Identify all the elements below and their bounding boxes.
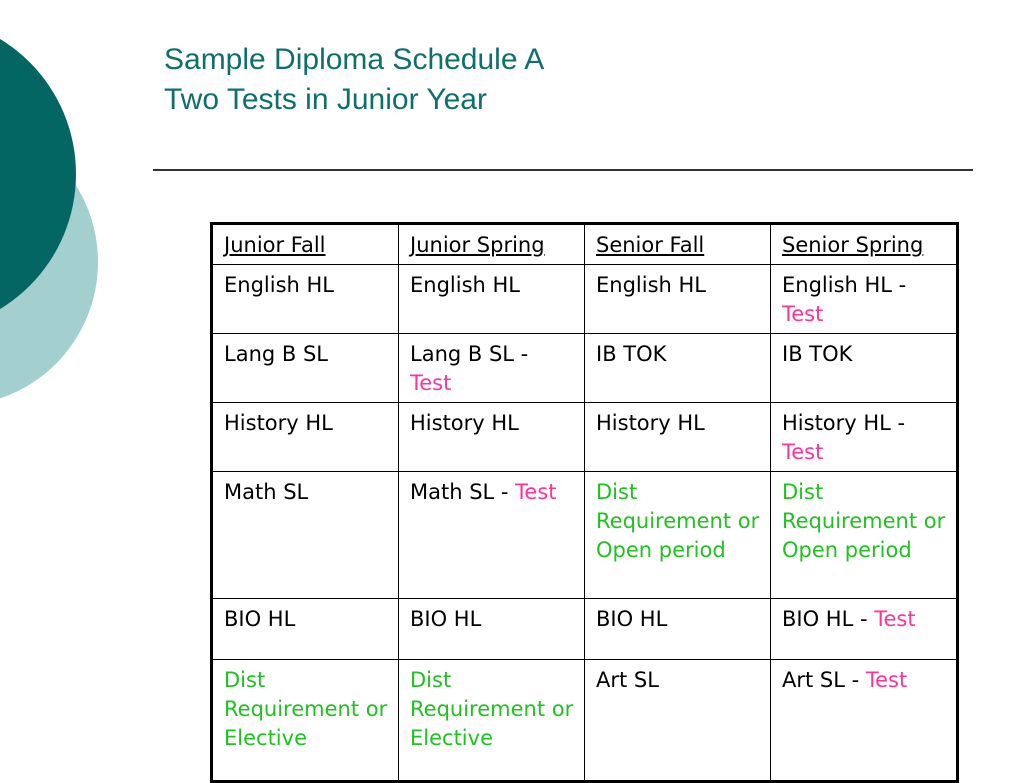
course-text: History HL — [224, 411, 333, 435]
table-cell — [212, 403, 399, 472]
title-line-2: Two Tests in Junior Year — [164, 83, 487, 116]
test-label: Test — [874, 607, 916, 631]
table-cell — [771, 599, 958, 660]
header-cell: Senior Spring — [771, 224, 958, 265]
course-text: English HL — [410, 273, 520, 297]
slide-title — [164, 40, 544, 120]
header-cell: Junior Spring — [399, 224, 585, 265]
dist-requirement-text: Dist Requirement or Open period — [782, 480, 946, 562]
table-cell — [399, 265, 585, 334]
table-row — [212, 599, 958, 660]
dist-requirement-text: Dist Requirement or Elective — [224, 668, 388, 750]
course-text: History HL - — [782, 411, 906, 435]
course-text: BIO HL — [596, 607, 668, 631]
dist-requirement-text: Dist Requirement or Elective — [410, 668, 574, 750]
table-cell — [399, 599, 585, 660]
table-cell — [585, 265, 771, 334]
header-row — [212, 224, 958, 265]
table-row — [212, 334, 958, 403]
course-text: History HL — [410, 411, 519, 435]
course-text: Lang B SL — [224, 342, 328, 366]
table-row — [212, 660, 958, 782]
table-cell — [399, 660, 585, 782]
table-cell — [212, 265, 399, 334]
table-cell — [585, 403, 771, 472]
course-text: English HL — [596, 273, 706, 297]
test-label: Test — [515, 480, 557, 504]
test-label: Test — [782, 302, 824, 326]
course-text: Math SL - — [410, 480, 516, 504]
course-text: IB TOK — [596, 342, 667, 366]
schedule-table — [210, 222, 959, 783]
course-text: Math SL — [224, 480, 309, 504]
table-cell — [212, 472, 399, 599]
table-cell — [399, 472, 585, 599]
table-row — [212, 403, 958, 472]
header-cell: Senior Fall — [585, 224, 771, 265]
course-text: Art SL — [596, 668, 659, 692]
test-label: Test — [782, 440, 824, 464]
table-cell — [212, 599, 399, 660]
table-cell — [212, 660, 399, 782]
table-cell — [585, 334, 771, 403]
table-cell — [771, 403, 958, 472]
title-divider — [153, 169, 973, 171]
course-text: IB TOK — [782, 342, 853, 366]
table-row — [212, 265, 958, 334]
course-text: BIO HL — [224, 607, 296, 631]
course-text: English HL - — [782, 273, 907, 297]
test-label: Test — [865, 668, 908, 692]
table-cell — [771, 265, 958, 334]
table-cell — [585, 660, 771, 782]
table-cell — [399, 334, 585, 403]
course-text: English HL — [224, 273, 334, 297]
course-text: BIO HL - — [782, 607, 875, 631]
table-cell — [212, 334, 399, 403]
course-text: History HL — [596, 411, 705, 435]
header-cell: Junior Fall — [212, 224, 399, 265]
course-text: Lang B SL - — [410, 342, 529, 366]
table-row — [212, 472, 958, 599]
table-cell — [585, 472, 771, 599]
course-text: BIO HL — [410, 607, 482, 631]
course-text: Art SL - — [782, 668, 866, 692]
table-cell — [585, 599, 771, 660]
test-label: Test — [410, 371, 452, 395]
table-cell — [771, 472, 958, 599]
table-cell — [399, 403, 585, 472]
dist-requirement-text: Dist Requirement or Open period — [596, 480, 760, 562]
title-line-1: Sample Diploma Schedule A — [164, 43, 545, 76]
table-cell — [771, 660, 958, 782]
table-cell — [771, 334, 958, 403]
